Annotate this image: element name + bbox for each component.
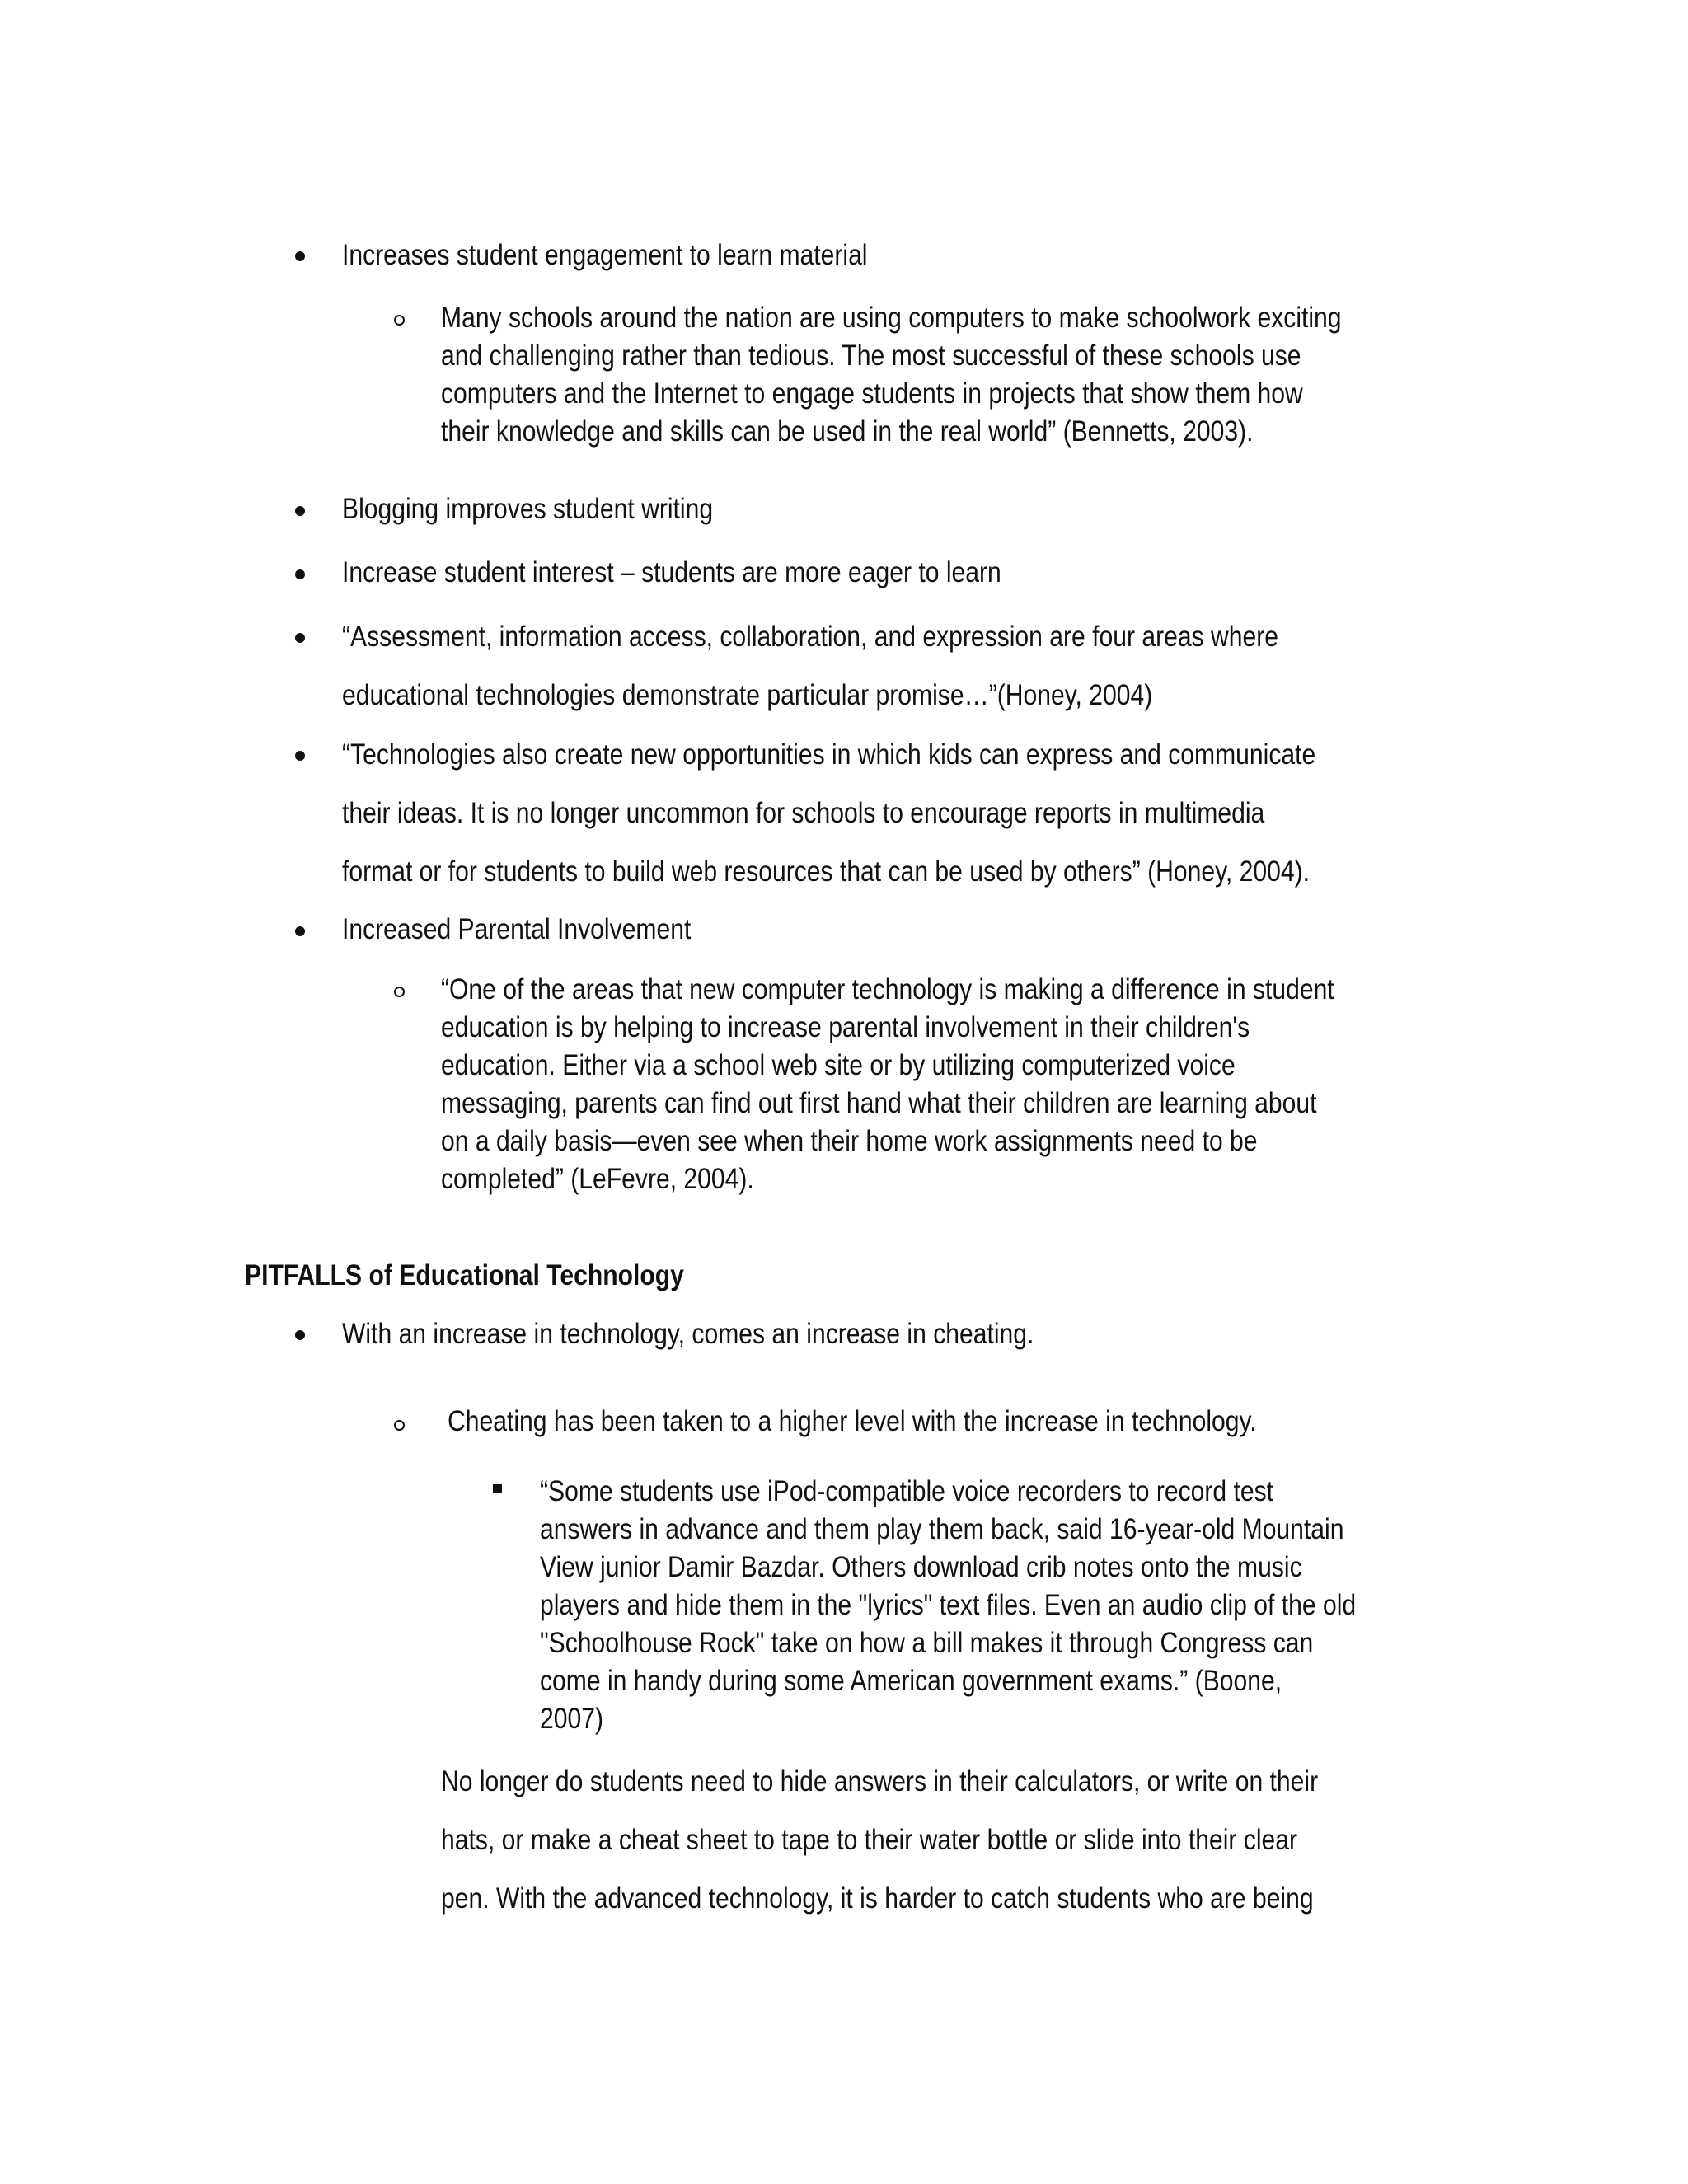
section-heading-pitfalls: PITFALLS of Educational Technology [245, 1259, 684, 1291]
bullet-marker [295, 926, 305, 936]
paragraph-line: education is by helping to increase parental involvement in their children's [441, 1011, 1250, 1043]
paragraph-line: their ideas. It is no longer uncommon for schools to encourage reports in multimedia [342, 797, 1265, 829]
bullet-marker [295, 633, 305, 643]
paragraph-line: players and hide them in the "lyrics" text files. Even an audio clip of the old [540, 1589, 1357, 1621]
paragraph-line: pen. With the advanced technology, it is harder to catch students who are being [441, 1882, 1314, 1915]
quote-bennetts [441, 299, 1342, 451]
bullet-marker [295, 506, 305, 516]
quote-lefevre [441, 971, 1334, 1198]
bullet-text-parental: Increased Parental Involvement [342, 913, 692, 945]
body-paragraph-cheating [441, 1752, 1318, 1928]
paragraph-line: Many schools around the nation are using computers to make schoolwork exciting [441, 302, 1342, 334]
paragraph-line: computers and the Internet to engage students in projects that show them how [441, 377, 1303, 410]
quote-honey-assessment [342, 607, 1278, 724]
sub-bullet-marker [394, 1420, 405, 1431]
sub-sub-bullet-marker [493, 1484, 502, 1493]
bullet-text-engagement: Increases student engagement to learn material [342, 239, 868, 271]
bullet-text-interest: Increase student interest – students are more eager to learn [342, 556, 1001, 588]
paragraph-line: “One of the areas that new computer technology is making a difference in student [441, 973, 1334, 1005]
paragraph-line: "Schoolhouse Rock" take on how a bill makes it through Congress can [540, 1627, 1314, 1659]
bullet-marker [295, 569, 305, 579]
bullet-text-blogging: Blogging improves student writing [342, 493, 714, 525]
paragraph-line: answers in advance and them play them back, said 16-year-old Mountain [540, 1513, 1344, 1545]
paragraph-line: educational technologies demonstrate particular promise…”(Honey, 2004) [342, 679, 1153, 711]
paragraph-line: on a daily basis—even see when their home work assignments need to be [441, 1125, 1258, 1157]
paragraph-line: “Technologies also create new opportunities in which kids can express and communicate [342, 738, 1316, 771]
paragraph-line: messaging, parents can find out first hand what their children are learning about [441, 1087, 1317, 1119]
bullet-marker [295, 251, 305, 261]
sub-bullet-marker [394, 315, 405, 326]
paragraph-line: format or for students to build web resources that can be used by others” (Honey, 2004). [342, 855, 1310, 888]
bullet-text-cheating: With an increase in technology, comes an increase in cheating. [342, 1318, 1034, 1350]
paragraph-line: “Assessment, information access, collaboration, and expression are four areas where [342, 621, 1279, 653]
sub-bullet-marker [394, 987, 405, 997]
paragraph-line: No longer do students need to hide answers in their calculators, or write on their [441, 1765, 1319, 1797]
bullet-marker [295, 1330, 305, 1340]
quote-honey-technologies [342, 725, 1315, 901]
paragraph-line: hats, or make a cheat sheet to tape to their water bottle or slide into their clear [441, 1824, 1298, 1856]
sub-bullet-text-cheating-level: Cheating has been taken to a higher level with the increase in technology. [448, 1405, 1257, 1437]
paragraph-line: View junior Damir Bazdar. Others download crib notes onto the music [540, 1551, 1302, 1583]
paragraph-line: and challenging rather than tedious. The most successful of these schools use [441, 340, 1301, 372]
paragraph-line: come in handy during some American government exams.” (Boone, [540, 1665, 1282, 1697]
paragraph-line: their knowledge and skills can be used in the real world” (Bennetts, 2003). [441, 415, 1254, 448]
paragraph-line: education. Either via a school web site or by utilizing computerized voice [441, 1049, 1236, 1081]
quote-boone [540, 1473, 1356, 1738]
paragraph-line: completed” (LeFevre, 2004). [441, 1163, 754, 1195]
bullet-marker [295, 751, 305, 761]
paragraph-line: 2007) [540, 1703, 603, 1735]
paragraph-line: “Some students use iPod-compatible voice recorders to record test [540, 1475, 1274, 1507]
